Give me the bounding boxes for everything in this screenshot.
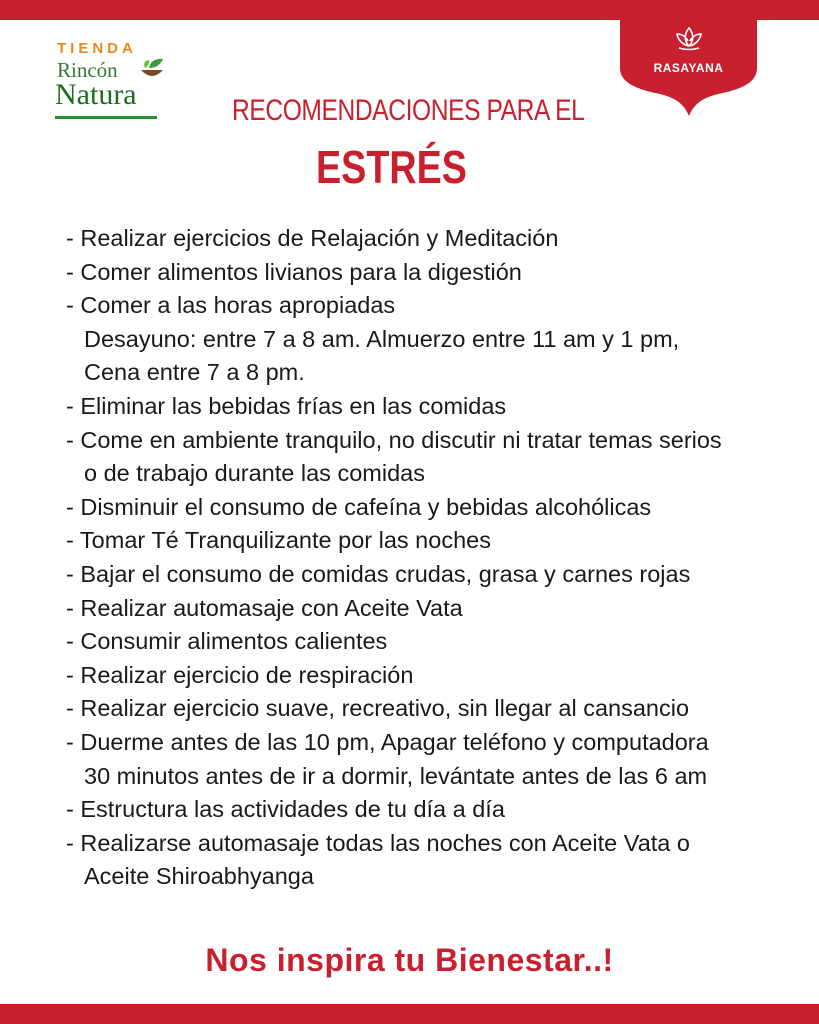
lotus-icon <box>673 24 705 52</box>
recommendation-text: - Realizar ejercicio suave, recreativo, sin llegar al cansancio <box>66 695 690 722</box>
recommendation-item <box>66 659 806 693</box>
recommendation-item <box>66 793 806 827</box>
recommendation-item <box>66 424 806 491</box>
recommendation-continuation: 30 minutos antes de ir a dormir, levántate antes de las 6 am <box>84 762 708 789</box>
recommendation-text: - Come en ambiente tranquilo, no discutir ni tratar temas serios <box>66 426 722 453</box>
recommendation-text: - Consumir alimentos calientes <box>66 628 388 655</box>
recommendation-text: - Duerme antes de las 10 pm, Apagar teléfono y computadora <box>66 728 709 755</box>
tienda-rincon-natura-logo <box>55 40 165 122</box>
recommendation-text: - Tomar Té Tranquilizante por las noches <box>66 527 491 554</box>
recommendation-continuation: o de trabajo durante las comidas <box>84 460 425 487</box>
recommendation-text: - Realizar automasaje con Aceite Vata <box>66 594 463 621</box>
recommendation-text: - Comer alimentos livianos para la digestión <box>66 258 522 285</box>
recommendation-item <box>66 726 806 793</box>
badge-label: RASAYANA <box>653 61 724 75</box>
recommendation-continuation: Cena entre 7 a 8 pm. <box>84 359 305 386</box>
logo-tienda-text: TIENDA <box>57 40 137 57</box>
recommendation-item <box>66 558 806 592</box>
recommendation-item <box>66 592 806 626</box>
top-red-bar <box>0 0 819 20</box>
title-line-2: ESTRÉS <box>316 141 467 193</box>
recommendation-item <box>66 390 806 424</box>
recommendation-item <box>66 256 806 290</box>
recommendation-text: - Estructura las actividades de tu día a día <box>66 796 505 823</box>
recommendation-item <box>66 222 806 256</box>
recommendation-item <box>66 491 806 525</box>
logo-rincon-text: Rincón <box>57 58 118 82</box>
recommendation-text: - Eliminar las bebidas frías en las comidas <box>66 392 507 419</box>
recommendation-continuation: Aceite Shiroabhyanga <box>84 863 314 890</box>
footer-slogan: Nos inspira tu Bienestar..! <box>205 942 614 978</box>
bottom-red-bar <box>0 1004 819 1024</box>
recommendations-list <box>66 222 806 894</box>
recommendation-text: - Realizar ejercicios de Relajación y Meditación <box>66 225 559 251</box>
recommendation-item <box>66 692 806 726</box>
title-line-1: RECOMENDACIONES PARA EL <box>232 94 585 127</box>
mortar-leaf-icon <box>137 56 167 82</box>
recommendation-text: - Disminuir el consumo de cafeína y bebidas alcohólicas <box>66 493 652 520</box>
logo-natura-text: Natura <box>55 78 137 111</box>
recommendation-text: - Comer a las horas apropiadas <box>66 292 396 319</box>
recommendation-text: - Realizarse automasaje todas las noches con Aceite Vata o <box>66 829 690 856</box>
recommendation-item <box>66 625 806 659</box>
logo-underline <box>55 116 157 119</box>
recommendation-continuation: Desayuno: entre 7 a 8 am. Almuerzo entre 11 am y 1 pm, <box>84 325 680 352</box>
rasayana-badge <box>620 18 757 118</box>
recommendation-item <box>66 524 806 558</box>
recommendation-text: - Bajar el consumo de comidas crudas, grasa y carnes rojas <box>66 560 691 587</box>
recommendation-item <box>66 289 806 390</box>
recommendation-item <box>66 827 806 894</box>
recommendation-text: - Realizar ejercicio de respiración <box>66 661 414 688</box>
